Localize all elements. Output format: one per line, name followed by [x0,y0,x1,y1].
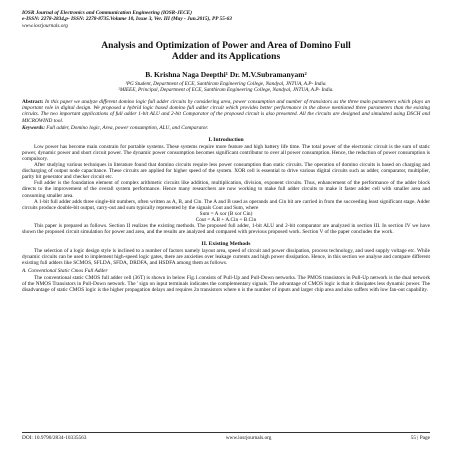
section-title-introduction: I. Introduction [208,136,244,143]
footer-site: www.iosrjournals.org [225,435,272,441]
footer-page-number: 55 | Page [410,435,430,441]
intro-paragraph-3: Full adder is the foundation element of complex arithmetic circuits like addition, multiplication, division, exponent circuits. Thus, enhancement of the performance of the adder block directs to the improvement of the overall system performance. Hence many researchers are now working to make full adder circuits to make it faster adder cell with smaller area and consuming smaller area. [22,180,430,199]
keywords-label: Keywords: [22,124,45,131]
existing-paragraph-1: The selection of a logic design style is inclined to a number of factors namely layout area, speed of circuit and power dissipation, process technology, and used supply voltage etc. While dynamic circuits can be used to implement high-speed logic gates, there are anxieties over leakage currents and high power dissipation. Hence, in this section we analyse and compare different existing full adders like SCMOS, SFLDA, SFDA, DRDFA, and HSDFA among them as follows. [22,248,430,267]
equation-sum: Sum = A xor (B xor Cin) [199,210,253,217]
affiliation-2: ²MIEEE, Principal, Department of ECE, Santhiram Engineering College, Nandyal, JNTUA, A.P- India. [118,87,334,94]
equation-cout: Cout = A.B + A.Cin + B.Cin [195,216,257,223]
paper-title [22,41,430,64]
footer-doi: DOI: 10.9790/2834-10335563 [22,435,87,441]
journal-header [22,10,430,29]
abstract-label: Abstract: [22,99,44,106]
journal-site: www.iosrjournals.org [22,22,68,29]
author-list: B. Krishna Naga Deepthi¹ Dr. M.V.Subramanyam² [145,69,307,79]
abstract [22,99,430,123]
abstract-text: In this paper we analyze different domino logic full adder circuits by considering area, power consumption and number of transistors as the three main parameters which plays an important role in digital design. We proposed a hybrid logic based domino full adder circuit which provides better performance in the above mentioned three parameters than the existing circuits. The two important applications of full adder 1-bit ALU and 2-bit Comparator of the proposed circuit is also presented. All the circuits are designed and simulated using DSCH and MICROWIND tool. [22,99,430,124]
keywords [22,125,430,131]
title-line-2: Adder and its Applications [171,52,281,63]
affiliations [22,81,430,93]
existing-paragraph-2: The conventional static CMOS full adder cell (36T) is shown in below Fig.1.consists of Pull-Up and Pull-Down networks. The PMOS transistors in Pull-Up network is the dual network of the NMOS Transistors in Pull-Down network. The ' sign on input terminals indicates the complementary signals. The advantage of CMOS logic is that it dissipates less dynamic power. The disadvantage of static CMOS logic is the higher propagation delays and requires 2n transistors where n is the number of inputs and larger chip area and also suffers with low fan-out capability. [22,274,430,293]
affiliation-1: ¹PG Student, Department of ECE, Santhiram Engineering College, Nandyal, JNTUA, A.P- India. [125,80,327,87]
intro-paragraph-5: This paper is prepared as follows. Section II realizes the existing methods. The proposed full adder, 1-bit ALU and 2-bit comparator are analyzed in section III. In section IV we have shown the proposed circuit simulation for power and area, and the results are analyzed and compared with previous proposed work. Section V of the paper concludes the work. [22,222,430,236]
journal-name: IOSR Journal of Electronics and Communication Engineering (IOSR-JECE) [22,10,192,16]
intro-paragraph-2: After studying various techniques in literature found that domino circuits require less power consumption than static circuits. The operation of domino circuits is based on charging and discharging of output node capacitance. These circuits are applied for higher speed of the system. XOR cell is essential to drive various digital circuits such as adder, comparator, multiplier, parity bit generator and checker circuit etc. [22,162,430,181]
intro-paragraph-1: Low power has become main constrain for portable systems. These systems require more feature and high battery life time. The total power of the electronic circuit is the sum of static power, dynamic power and short circuit power. The dynamic power consumption becomes significant contributor to over all power consumption. Hence, the reduction of power consumption is compulsory. [22,143,430,162]
subsection-title: A. Conventional Static Cmos Full Adder [22,268,108,275]
journal-issn: e-ISSN: 2278-2834,p- ISSN: 2278-8735.Volume 10, Issue 3, Ver. III (May - Jun.2015), PP 55-63 [22,16,232,23]
title-line-1: Analysis and Optimization of Power and Area of Domino Full [101,40,351,51]
page-footer [22,432,430,441]
section-title-existing-methods: II. Existing Methods [201,241,251,248]
intro-paragraph-4: A 1-bit full adder adds three single-bit numbers, often written as A, B, and Cin. The A and B used as operands and Cin bit are carried in from the succeeding least significant stage. Adder circuits produce double-bit output, carry-out and sum typically represented by the signals Cout and Sum, where [22,198,430,211]
keywords-text: Full adder, Domino logic, Area, power consumption, ALU, and Comparator. [46,124,209,131]
